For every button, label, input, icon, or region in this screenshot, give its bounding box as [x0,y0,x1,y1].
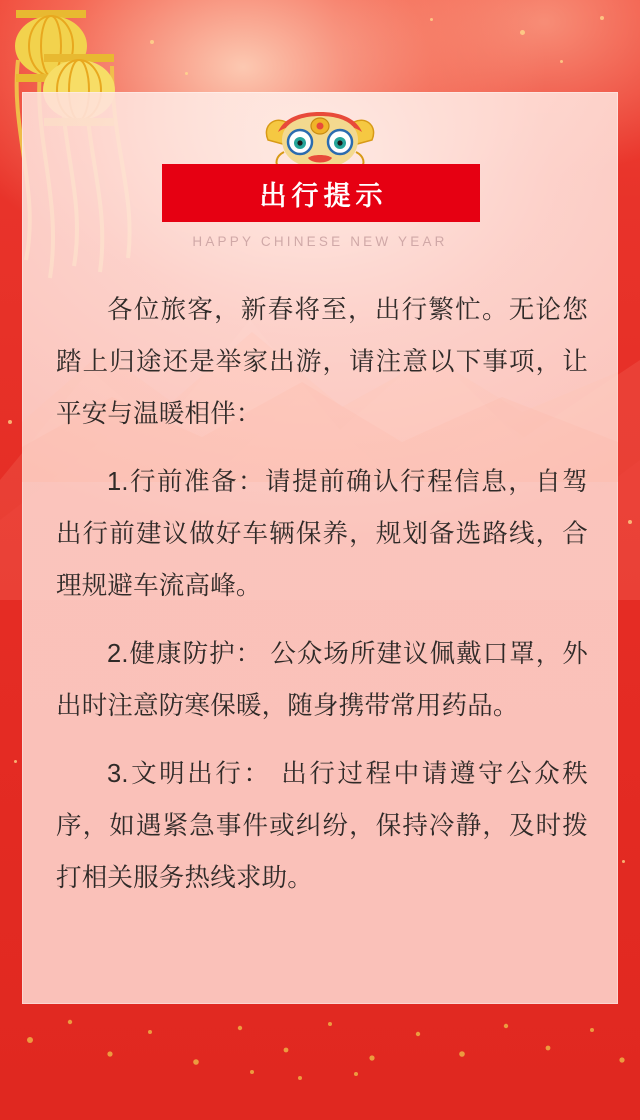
bottom-gold-dots [0,1010,640,1090]
paragraph-item-2: 2.健康防护： 公众场所建议佩戴口罩，外出时注意防寒保暖，随身携带常用药品。 [56,640,588,720]
body-copy [56,284,588,920]
title-banner [162,164,480,222]
paragraph-item-1: 1.行前准备：请提前确认行程信息，自驾出行前建议做好车辆保养，规划备选路线，合理规避车流高峰。 [56,468,588,600]
content-card [22,92,618,1004]
paragraph-intro: 各位旅客，新春将至，出行繁忙。无论您踏上归途还是举家出游，请注意以下事项，让平安与温暖相伴： [56,296,588,428]
paragraph-item-3: 3.文明出行： 出行过程中请遵守公众秩序，如遇紧急事件或纠纷，保持冷静，及时拨打相关服务热线求助。 [56,760,588,892]
subtitle: HAPPY CHINESE NEW YEAR [192,234,448,249]
page-title: 出行提示 [259,180,388,211]
